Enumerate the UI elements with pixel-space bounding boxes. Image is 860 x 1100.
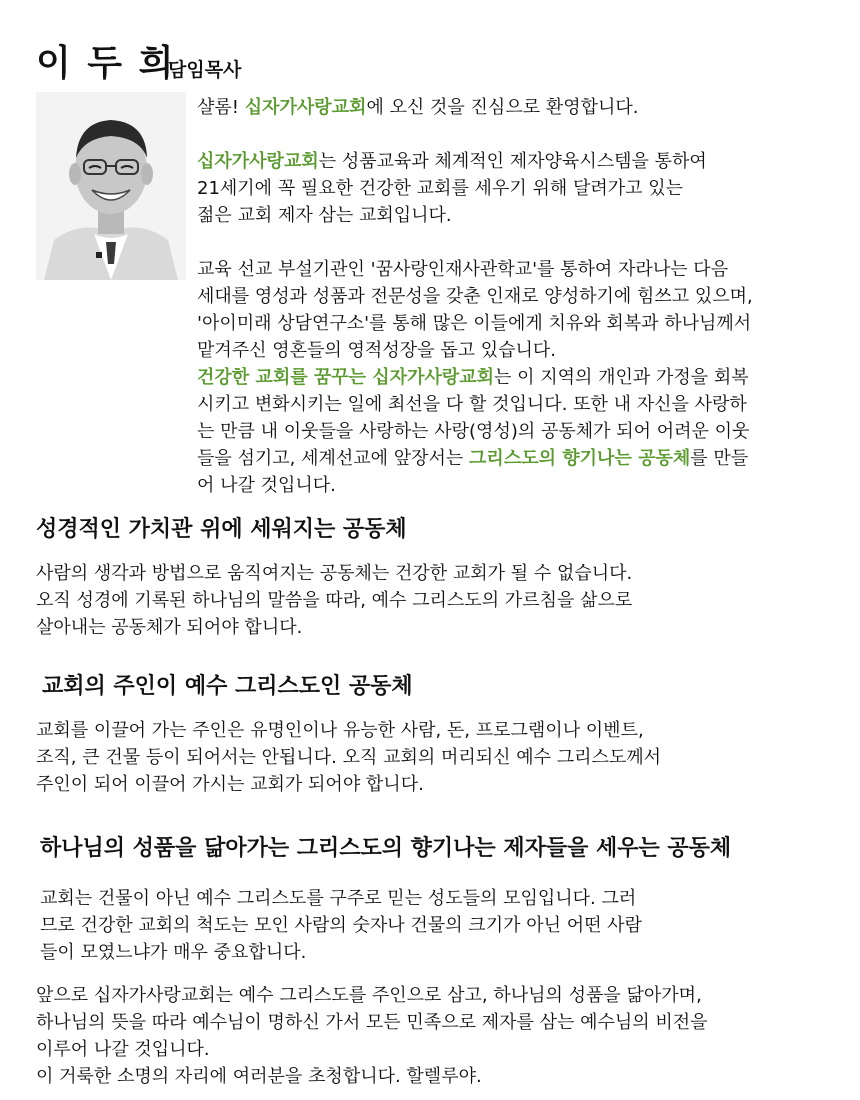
pastor-role: 담임목사	[168, 59, 242, 81]
pastor-photo	[36, 92, 186, 280]
community-highlight: 그리스도의 향기나는 공동체	[469, 448, 691, 469]
church-name-highlight: 십자가사랑교회	[244, 97, 367, 118]
vision-highlight: 건강한 교회를 꿈꾸는 십자가사랑교회	[197, 367, 495, 388]
section-body: 사람의 생각과 방법으로 움직여지는 공동체는 건강한 교회가 될 수 없습니다. 오직 성경에 기록된 하나님의 말씀을 따라, 예수 그리스도의 가르침을 삶으로 살아내는 공동체가 되어야 합니다.	[36, 563, 633, 638]
church-name-highlight: 십자가사랑교회	[197, 151, 319, 172]
greeting-line: 샬롬! 십자가사랑교회에 오신 것을 진심으로 환영합니다.	[197, 97, 639, 118]
section-title: 교회의 주인이 예수 그리스도인 공동체	[42, 674, 413, 699]
greeting-paragraph	[197, 94, 638, 121]
pastor-name: 이 두 희	[36, 43, 176, 84]
section-title: 성경적인 가치관 위에 세워지는 공동체	[36, 517, 407, 542]
closing-paragraph: 앞으로 십자가사랑교회는 예수 그리스도를 주인으로 삼고, 하나님의 성품을 닮아가며, 하나님의 뜻을 따라 예수님이 명하신 가서 모든 민족으로 제자를 삼는 예수님의 비전을 이루어 나갈 것입니다. 이 거룩한 소명의 자리에 여러분을 초청합니다. 할렐루야.	[36, 985, 708, 1087]
section-body: 교회는 건물이 아닌 예수 그리스도를 구주로 믿는 성도들의 모임입니다. 그러 므로 건강한 교회의 척도는 모인 사람의 숫자나 건물의 크기가 아닌 어떤 사람 들이 모였느냐가 매우 중요합니다.	[40, 888, 642, 963]
section-body: 교회를 이끌어 가는 주인은 유명인이나 유능한 사람, 돈, 프로그램이나 이벤트, 조직, 큰 건물 등이 되어서는 안됩니다. 오직 교회의 머리되신 예수 그리스도께서 주인이 되어 이끌어 가시는 교회가 되어야 합니다.	[36, 720, 662, 795]
section-title: 하나님의 성품을 닮아가는 그리스도의 향기나는 제자들을 세우는 공동체	[40, 836, 732, 861]
intro-paragraph-2: 교육 선교 부설기관인 '꿈사랑인재사관학교'를 통하여 자라나는 다음 세대를 영성과 성품과 전문성을 갖춘 인재로 양성하기에 힘쓰고 있으며, '아이미래 상담연구소'를 통해 많은 이들에게 치유와 회복과 하나님께서 맡겨주신 영혼들의 영적성장을 돕고 있습니다. 건강한 교회를 꿈꾸는 십자가사랑교회는 이 지역의 개인과 가정을 회복 시키고 변화시키는 일에 최선을 다 할 것입니다. 또한 내 자신을 사랑하 는 만큼 내 이웃들을 사랑하는 사랑(영성)의 공동체가 되어 어려운 이웃 들을 섬기고, 세계선교에 앞장서는 그리스도의 향기나는 공동체를 만들 어 나갈 것입니다.	[197, 259, 753, 496]
intro-paragraph-1: 십자가사랑교회는 성품교육과 체계적인 제자양육시스템을 통하여 21세기에 꼭 필요한 건강한 교회를 세우기 위해 달려가고 있는 젊은 교회 제자 삼는 교회입니다.	[197, 151, 707, 226]
